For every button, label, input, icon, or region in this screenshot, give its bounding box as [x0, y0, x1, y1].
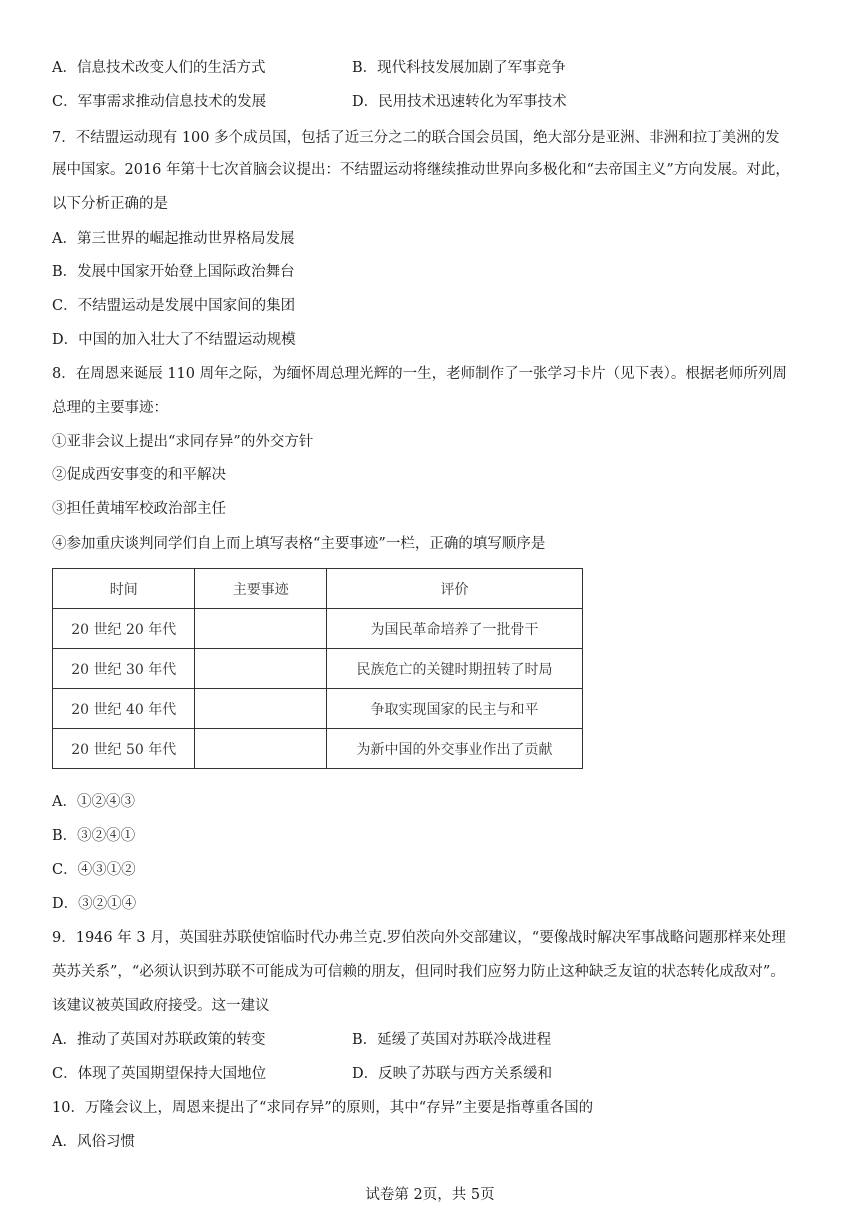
- q9-stem-line-2: 英苏关系”，“必须认识到苏联不可能成为可信赖的朋友，但同时我们应努力防止这种缺乏友谊的状态转化成敌对”。: [52, 964, 785, 980]
- table-row: [53, 649, 583, 689]
- q8-option-c: C．④③①②: [52, 862, 136, 878]
- q9-stem-line-1: 9．1946 年 3 月，英国驻苏联使馆临时代办弗兰克.罗伯茨向外交部建议，“要像战时解决军事战略问题那样来处理: [52, 930, 786, 946]
- table-header-evaluation: 评价: [327, 569, 583, 609]
- q9-stem-line-3: 该建议被英国政府接受。这一建议: [52, 998, 270, 1014]
- q6-option-a: A．信息技术改变人们的生活方式: [52, 60, 266, 76]
- q7-option-c: C．不结盟运动是发展中国家间的集团: [52, 298, 296, 314]
- q8-event-2: ②促成西安事变的和平解决: [52, 467, 226, 483]
- q10-stem: 10．万隆会议上，周恩来提出了“求同存异”的原则，其中“存异”主要是指尊重各国的: [52, 1100, 594, 1116]
- q9-option-a: A．推动了英国对苏联政策的转变: [52, 1032, 266, 1048]
- table-cell-deeds: [195, 689, 327, 729]
- q6-option-c: C．军事需求推动信息技术的发展: [52, 94, 267, 110]
- table-cell-time: 20 世纪 40 年代: [53, 689, 195, 729]
- q6-option-d: D．民用技术迅速转化为军事技术: [352, 94, 567, 110]
- q6-option-b: B．现代科技发展加剧了军事竞争: [352, 60, 566, 76]
- table-cell-time: 20 世纪 50 年代: [53, 729, 195, 769]
- table-cell-evaluation: 为国民革命培养了一批骨干: [327, 609, 583, 649]
- table-header-time: 时间: [53, 569, 195, 609]
- table-cell-deeds: [195, 609, 327, 649]
- q8-event-3: ③担任黄埔军校政治部主任: [52, 501, 226, 517]
- table-cell-time: 20 世纪 30 年代: [53, 649, 195, 689]
- table-cell-evaluation: 为新中国的外交事业作出了贡献: [327, 729, 583, 769]
- page-footer: 试卷第 2页，共 5页: [365, 1187, 495, 1203]
- q9-option-c: C．体现了英国期望保持大国地位: [52, 1066, 267, 1082]
- q8-stem-line-2: 总理的主要事迹：: [52, 400, 168, 416]
- table-header-row: [53, 569, 583, 609]
- table-row: [53, 689, 583, 729]
- table-header-deeds: 主要事迹: [195, 569, 327, 609]
- table-cell-deeds: [195, 729, 327, 769]
- study-card-table: [52, 568, 583, 769]
- q7-stem-line-2: 展中国家。2016 年第十七次首脑会议提出：不结盟运动将继续推动世界向多极化和“去帝国主义”方向发展。对此，: [52, 162, 790, 178]
- table-row: [53, 609, 583, 649]
- q7-option-b: B．发展中国家开始登上国际政治舞台: [52, 264, 295, 280]
- table-cell-deeds: [195, 649, 327, 689]
- q8-stem-line-1: 8．在周恩来诞辰 110 周年之际，为缅怀周总理光辉的一生，老师制作了一张学习卡片（见下表）。根据老师所列周: [52, 366, 787, 382]
- q8-option-b: B．③②④①: [52, 828, 136, 844]
- q7-option-d: D．中国的加入壮大了不结盟运动规模: [52, 332, 296, 348]
- q8-option-a: A．①②④③: [52, 794, 135, 810]
- table-row: [53, 729, 583, 769]
- q8-event-1: ①亚非会议上提出“求同存异”的外交方针: [52, 434, 314, 450]
- q7-option-a: A．第三世界的崛起推动世界格局发展: [52, 231, 295, 247]
- table-cell-evaluation: 民族危亡的关键时期扭转了时局: [327, 649, 583, 689]
- q9-option-b: B．延缓了英国对苏联冷战进程: [352, 1032, 552, 1048]
- q7-stem-line-1: 7．不结盟运动现有 100 多个成员国，包括了近三分之二的联合国会员国，绝大部分是亚洲、非洲和拉丁美洲的发: [52, 130, 780, 146]
- q9-option-d: D．反映了苏联与西方关系缓和: [352, 1066, 553, 1082]
- q7-stem-line-3: 以下分析正确的是: [52, 196, 168, 212]
- q10-option-a: A．风俗习惯: [52, 1134, 135, 1150]
- q8-event-4: ④参加重庆谈判同学们自上而上填写表格“主要事迹”一栏，正确的填写顺序是: [52, 536, 546, 552]
- table-cell-evaluation: 争取实现国家的民主与和平: [327, 689, 583, 729]
- q8-option-d: D．③②①④: [52, 896, 137, 912]
- table-cell-time: 20 世纪 20 年代: [53, 609, 195, 649]
